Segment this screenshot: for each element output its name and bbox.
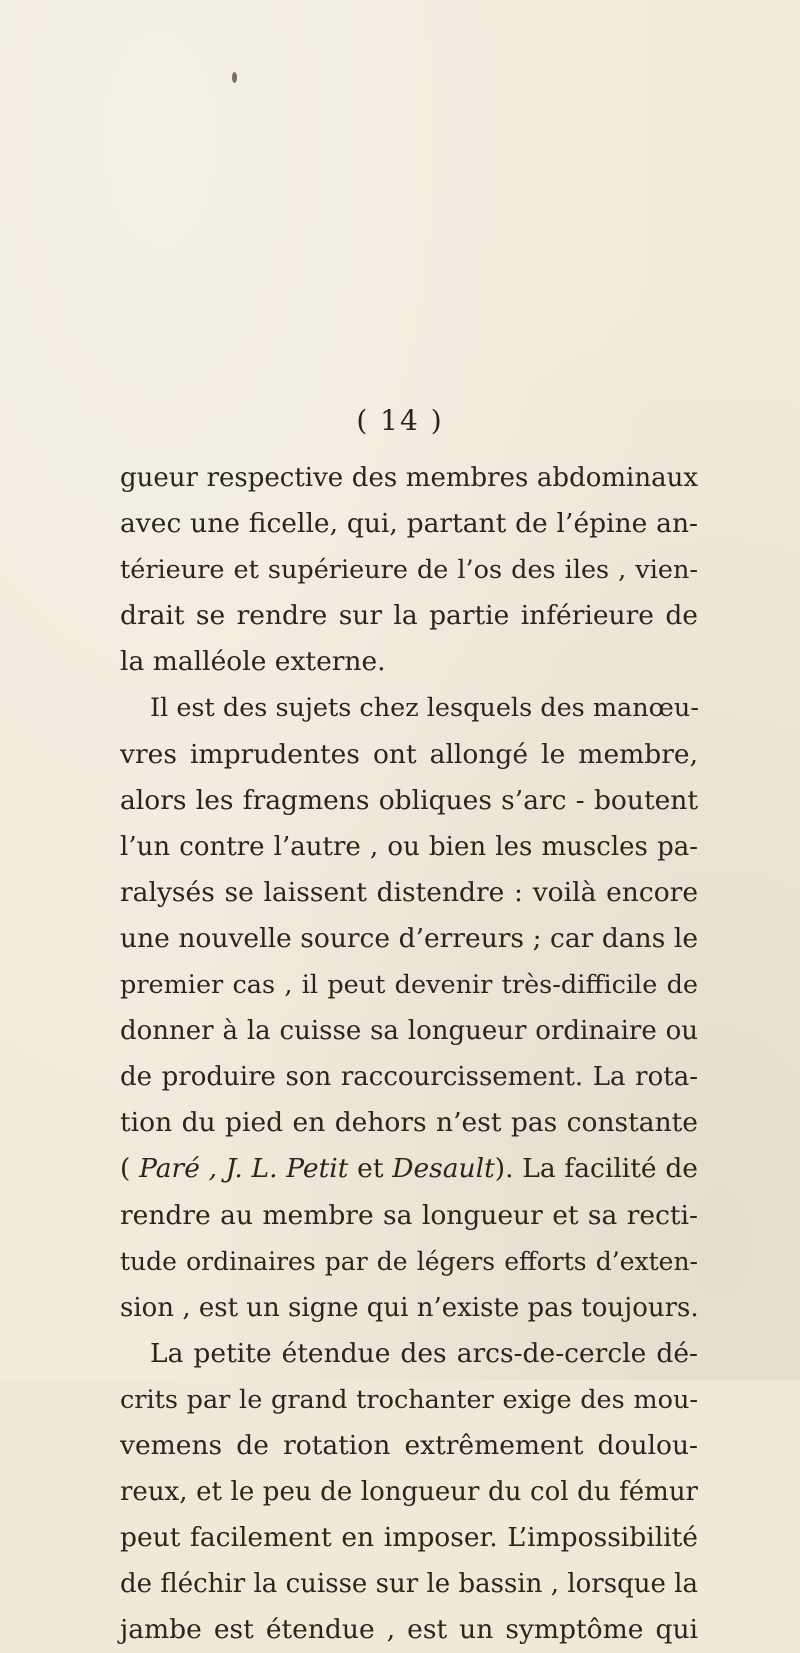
text-line: jambe est étendue , est un symptôme qui <box>120 1614 698 1646</box>
text-line: vres imprudentes ont allongé le membre, <box>120 738 698 770</box>
text-line: reux, et le peu de longueur du col du fémur <box>120 1477 698 1508</box>
page-number: ( 14 ) <box>356 404 444 437</box>
citation-author: Desault <box>392 1153 495 1185</box>
citation-authors: Paré , J. L. Petit <box>139 1153 349 1185</box>
text-line: La petite étendue des arcs-de-cercle dé- <box>150 1337 698 1369</box>
text-line: gueur respective des membres abdominaux <box>120 463 698 493</box>
text-line: drait se rendre sur la partie inférieure de <box>120 600 698 632</box>
body-text <box>120 455 698 1653</box>
text-line: premier cas , il peut devenir très-difficile de <box>120 970 698 1001</box>
text-line-citation <box>120 1146 698 1192</box>
text-line: vemens de rotation extrêmement doulou- <box>120 1429 698 1461</box>
ink-speck <box>232 72 237 83</box>
text-line: la malléole externe. <box>120 646 386 678</box>
citation-conjunction: et <box>348 1153 393 1185</box>
text-line: rendre au membre sa longueur et sa recti- <box>120 1199 698 1231</box>
text-line: donner à la cuisse sa longueur ordinaire ou <box>120 1016 698 1047</box>
text-line: tude ordinaires par de légers efforts d’exten- <box>120 1246 698 1276</box>
text-line: crits par le grand trochanter exige des mou- <box>120 1384 698 1415</box>
text-line: de produire son raccourcissement. La rota- <box>120 1062 698 1093</box>
text-line: de fléchir la cuisse sur le bassin , lorsque la <box>120 1569 698 1600</box>
text-line: avec une ficelle, qui, partant de l’épine an- <box>120 508 698 540</box>
citation-open: ( <box>120 1153 140 1185</box>
text-line: une nouvelle source d’erreurs ; car dans le <box>120 922 698 954</box>
text-line: térieure et supérieure de l’os des iles , vien- <box>120 555 698 586</box>
text-line: tion du pied en dehors n’est pas constante <box>120 1107 698 1139</box>
citation-close: ). La facilité de <box>494 1153 698 1185</box>
text-line: sion , est un signe qui n’existe pas toujours. <box>120 1292 699 1323</box>
text-line: alors les fragmens obliques s’arc - boutent <box>120 784 698 816</box>
text-line: l’un contre l’autre , ou bien les muscles pa- <box>120 831 698 862</box>
text-line: ralysés se laissent distendre : voilà encore <box>120 876 698 908</box>
text-line: peut facilement en imposer. L’impossibilité <box>120 1522 698 1554</box>
text-line: Il est des sujets chez lesquels des manœu- <box>150 693 699 724</box>
